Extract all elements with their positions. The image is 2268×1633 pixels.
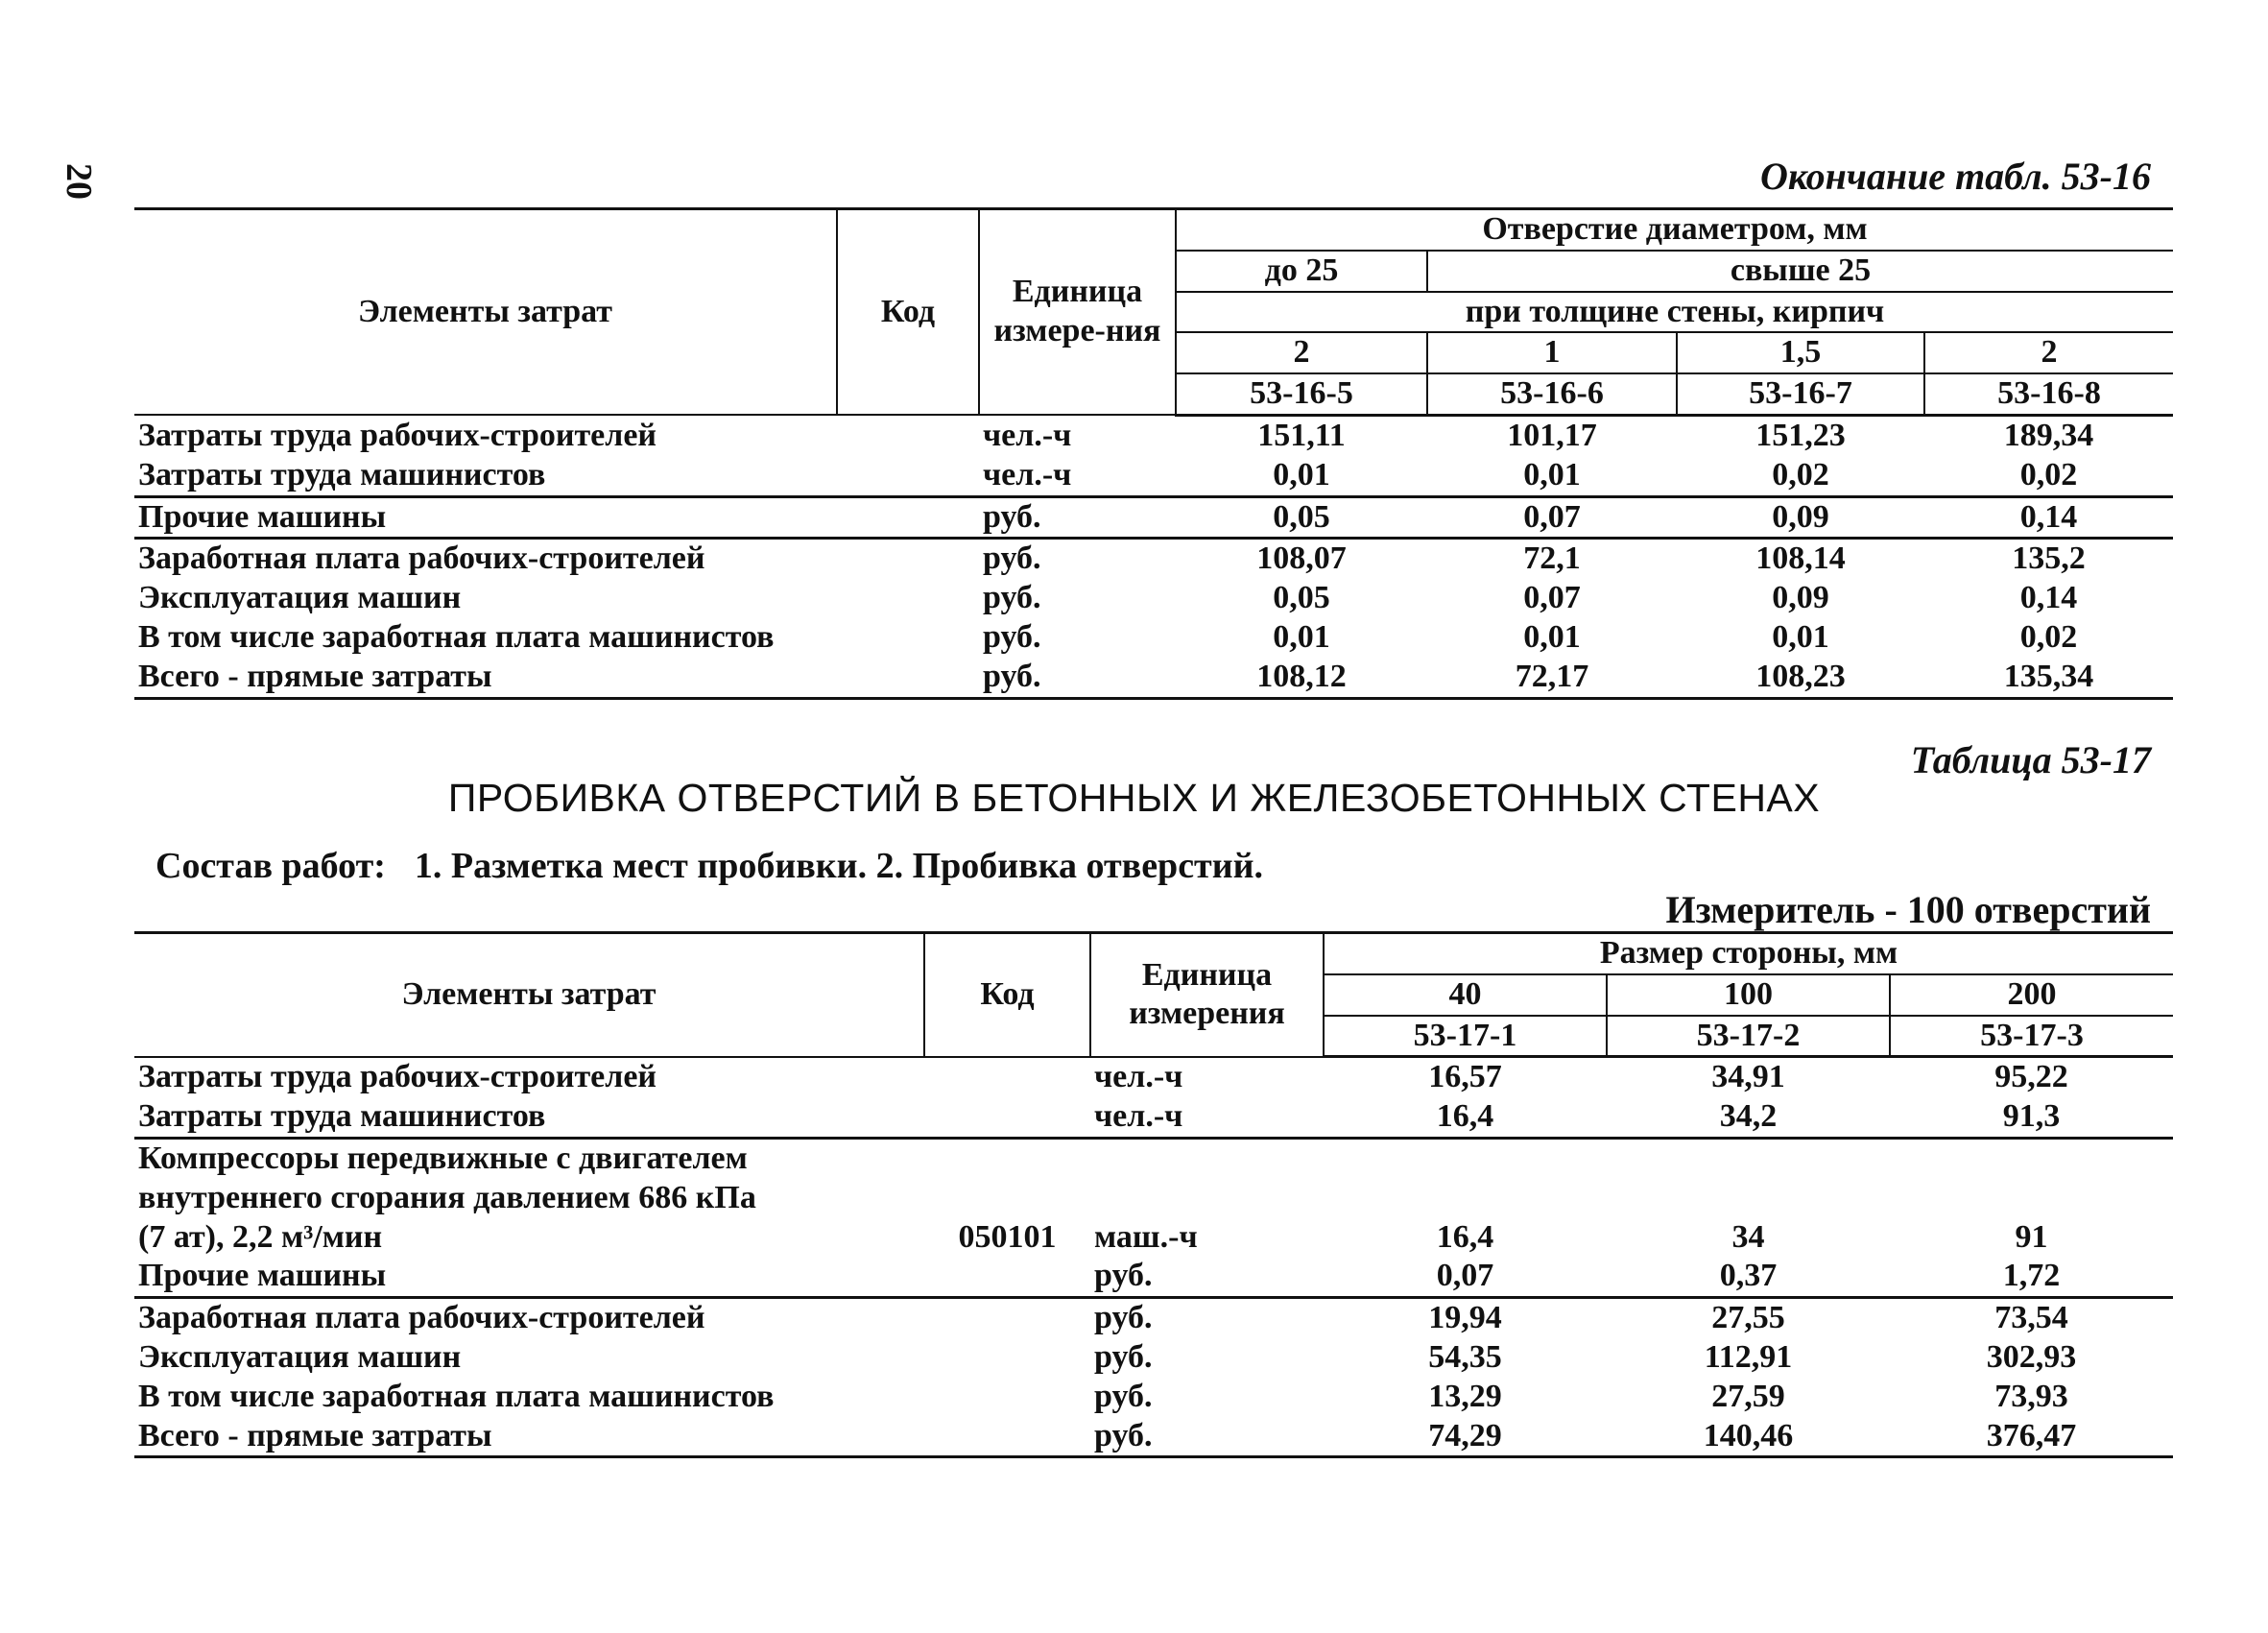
row-unit: маш.-ч [1090,1138,1324,1257]
header-code: Код [924,933,1090,1057]
work-composition-text: 1. Разметка мест пробивки. 2. Пробивка отверстий. [414,846,1264,886]
header-thickness: 2 [1176,332,1427,373]
header-wall-thickness: при толщине стены, кирпич [1176,292,2173,333]
row-value: 0,01 [1273,618,1330,655]
row-unit: руб. [979,658,1176,698]
row-value: 73,54 [1890,1298,2173,1338]
row-value: 108,07 [1176,539,1427,579]
row-value: 16,4 [1436,1098,1494,1135]
row-value: 34 [1607,1138,1890,1257]
row-unit: руб. [979,496,1176,539]
row-value: 135,34 [1924,658,2173,698]
table-row [134,496,2173,539]
row-code [837,415,979,455]
row-value: 0,02 [2019,618,2078,655]
row-value: 0,09 [1677,496,1924,539]
row-value: 72,17 [1427,658,1677,698]
row-name: Затраты труда машинистов [138,1098,546,1135]
table-row [134,1057,2173,1097]
row-name-line: Компрессоры передвижные с двигателем [138,1140,748,1176]
row-value: 91 [1890,1138,2173,1257]
row-value: 0,01 [1772,618,1829,655]
table-row [134,579,2173,618]
row-value: 13,29 [1428,1378,1502,1414]
row-value: 0,07 [1436,1258,1494,1294]
row-unit: чел.-ч [1094,1098,1183,1135]
table-row [134,1338,2173,1378]
row-value: 34,2 [1719,1098,1778,1135]
row-value: 0,01 [1523,618,1581,655]
header-elements: Элементы затрат [134,209,837,416]
row-name: В том числе заработная плата машинистов [138,618,775,655]
row-unit: руб. [983,580,1041,616]
row-name: В том числе заработная плата машинистов [138,1378,775,1414]
row-value: 16,57 [1428,1059,1502,1095]
row-code [837,579,979,618]
header-diameter: Отверстие диаметром, мм [1176,209,2173,251]
row-unit: руб. [983,618,1041,655]
work-composition-label: Состав работ: [155,846,386,886]
row-value: 27,59 [1711,1378,1785,1414]
work-composition [155,845,1263,887]
row-code [924,1257,1090,1297]
row-value: 0,14 [1924,496,2173,539]
row-value: 112,91 [1704,1338,1793,1375]
row-value: 54,35 [1428,1338,1502,1375]
header-norm-code: 53-16-6 [1427,373,1677,415]
header-norm-code: 53-17-3 [1890,1016,2173,1057]
header-up-to-25: до 25 [1176,251,1427,292]
row-value: 0,01 [1273,456,1330,492]
row-value: 108,23 [1677,658,1924,698]
table-row [134,1417,2173,1457]
row-name: Эксплуатация машин [138,1338,462,1375]
row-unit: руб. [1094,1338,1153,1375]
row-unit: чел.-ч [983,456,1072,492]
row-name: Всего - прямые затраты [134,658,837,698]
row-unit: руб. [1090,1298,1324,1338]
row-code [924,1298,1090,1338]
row-value: 72,1 [1427,539,1677,579]
row-name: Эксплуатация машин [138,580,462,616]
row-value: 108,14 [1677,539,1924,579]
row-value: 0,37 [1719,1258,1778,1294]
row-unit: чел.-ч [983,417,1072,453]
row-value: 140,46 [1607,1417,1890,1457]
row-value: 0,07 [1427,496,1677,539]
row-name: Прочие машины [138,1258,387,1294]
row-code [924,1097,1090,1138]
row-name-line: внутреннего сгорания давлением 686 кПа [138,1179,756,1215]
row-value: 302,93 [1986,1338,2077,1375]
row-value: 101,17 [1507,417,1597,453]
row-unit: руб. [1090,1417,1324,1457]
row-value: 95,22 [1994,1059,2068,1095]
row-name: Всего - прямые затраты [134,1417,924,1457]
row-code [924,1338,1090,1378]
row-code [924,1057,1090,1097]
row-value: 16,4 [1324,1138,1607,1257]
row-value: 0,01 [1523,456,1581,492]
table-row [134,658,2173,698]
row-name: Затраты труда рабочих-строителей [138,1059,657,1095]
header-size: 100 [1607,974,1890,1016]
table-row [134,1257,2173,1297]
table-row [134,1097,2173,1138]
row-name: Затраты труда машинистов [138,456,546,492]
header-size: 40 [1324,974,1607,1016]
table-caption: Таблица 53-17 [1910,738,2151,781]
row-value: 1,72 [2002,1258,2061,1294]
row-value: 19,94 [1324,1298,1607,1338]
table-row [134,456,2173,496]
header-thickness: 1 [1427,332,1677,373]
table-row [134,1138,2173,1257]
header-norm-code: 53-17-1 [1324,1016,1607,1057]
row-unit: руб. [979,539,1176,579]
table-row [134,1298,2173,1338]
row-value: 27,55 [1607,1298,1890,1338]
row-code [837,618,979,658]
row-value: 376,47 [1890,1417,2173,1457]
row-value: 91,3 [2002,1098,2061,1135]
row-value: 108,12 [1176,658,1427,698]
header-norm-code: 53-16-5 [1176,373,1427,415]
row-code [837,658,979,698]
row-code [837,539,979,579]
row-value: 34,91 [1711,1059,1785,1095]
row-value: 0,05 [1273,580,1330,616]
row-value: 73,93 [1994,1378,2068,1414]
row-code [837,496,979,539]
row-value: 189,34 [2003,417,2094,453]
row-value: 74,29 [1324,1417,1607,1457]
header-elements: Элементы затрат [134,933,924,1057]
row-name: Затраты труда рабочих-строителей [138,417,657,453]
row-code [837,456,979,496]
header-side-size: Размер стороны, мм [1324,933,2173,974]
header-code: Код [837,209,979,416]
row-code [924,1378,1090,1417]
table-row [134,539,2173,579]
row-value: 0,05 [1176,496,1427,539]
cost-table-53-17 [134,931,2173,1458]
table-row [134,415,2173,455]
row-name: Прочие машины [134,496,837,539]
row-value: 0,09 [1772,580,1829,616]
row-unit: чел.-ч [1094,1059,1183,1095]
row-code [924,1417,1090,1457]
row-name: Заработная плата рабочих-строителей [134,1298,924,1338]
row-unit: руб. [1094,1258,1153,1294]
header-thickness: 1,5 [1677,332,1924,373]
row-name-multiline [134,1138,924,1257]
header-norm-code: 53-17-2 [1607,1016,1890,1057]
row-value: 151,23 [1755,417,1846,453]
header-size: 200 [1890,974,2173,1016]
table-continuation-caption: Окончание табл. 53-16 [1760,155,2151,198]
header-norm-code: 53-16-8 [1924,373,2173,415]
row-value: 151,11 [1257,417,1346,453]
header-unit: Единица измере-ния [979,209,1176,416]
row-name: Заработная плата рабочих-строителей [134,539,837,579]
measure-unit: Измеритель - 100 отверстий [1665,888,2151,931]
row-value: 135,2 [1924,539,2173,579]
row-value: 0,07 [1523,580,1581,616]
cost-table-53-16 [134,207,2173,700]
page-number: 20 [59,163,99,200]
table-row [134,1378,2173,1417]
row-unit: руб. [1094,1378,1153,1414]
row-value: 0,14 [2019,580,2078,616]
table-row [134,618,2173,658]
section-title: ПРОБИВКА ОТВЕРСТИЙ В БЕТОННЫХ И ЖЕЛЕЗОБЕТОННЫХ СТЕНАХ [447,776,1821,820]
header-norm-code: 53-16-7 [1677,373,1924,415]
header-thickness: 2 [1924,332,2173,373]
row-name-line: (7 ат), 2,2 м³/мин [138,1218,383,1255]
header-over-25: свыше 25 [1427,251,2173,292]
header-unit: Единица измерения [1090,933,1324,1057]
row-value: 0,02 [2019,456,2078,492]
row-code: 050101 [924,1138,1090,1257]
row-value: 0,02 [1772,456,1829,492]
